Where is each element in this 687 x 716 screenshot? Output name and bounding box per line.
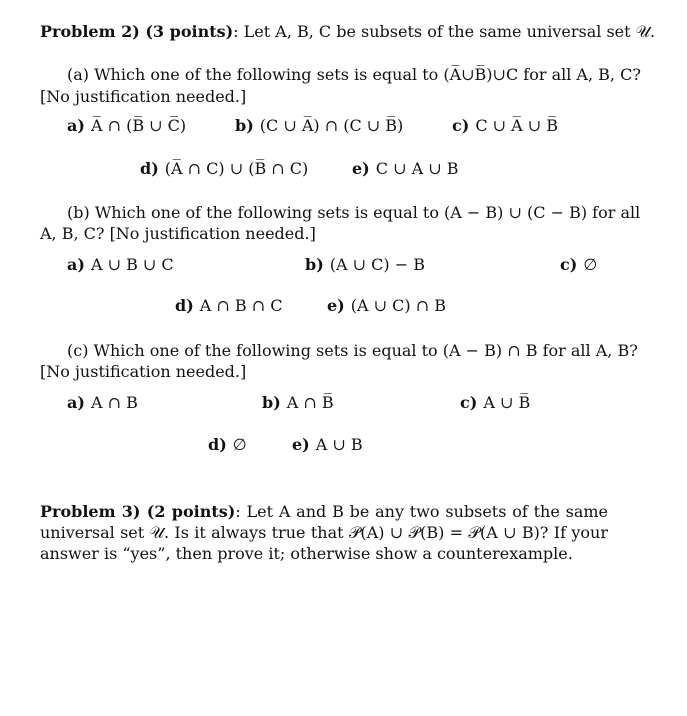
option-label: a) — [67, 255, 85, 274]
option-label: d) — [208, 435, 227, 454]
part-c-option-b — [262, 393, 334, 412]
part-a-option-c — [452, 116, 558, 135]
part-b-option-b — [305, 255, 425, 274]
part-b-option-e — [327, 296, 446, 315]
option-text: A ∪ B̅ — [483, 393, 531, 412]
option-label: b) — [262, 393, 281, 412]
problem2-intro: : Let A, B, C be subsets of the same universal set 𝒰. — [233, 22, 656, 41]
problem3-title: Problem 3) (2 points) — [40, 502, 236, 521]
option-text: ∅ — [232, 435, 247, 454]
option-label: d) — [140, 159, 159, 178]
option-label: e) — [327, 296, 345, 315]
option-label: a) — [67, 116, 85, 135]
part-c-option-d — [208, 435, 247, 454]
problem3-body: : Let A and B be any two subsets of the same universal set 𝒰. Is it always true that 𝒫(A) ∪ 𝒫(B) = 𝒫(A ∪ B)? If your answer is “yes”, then prove it; otherwise show a counterexample. — [40, 502, 608, 563]
part-a-option-d — [140, 159, 308, 178]
part-c-question-line1: (c) Which one of the following sets is equal to (A − B) ∩ B for all A, B? — [67, 341, 638, 360]
option-label: e) — [292, 435, 310, 454]
part-c-option-e — [292, 435, 363, 454]
part-a-option-a — [67, 116, 186, 135]
problem3-paragraph — [40, 501, 608, 564]
option-text: (C ∪ A̅) ∩ (C ∪ B̅) — [259, 116, 404, 135]
option-text: ∅ — [583, 255, 598, 274]
option-label: e) — [352, 159, 370, 178]
part-b-question-line2: A, B, C? [No justification needed.] — [40, 224, 316, 243]
option-text: C ∪ A ∪ B — [375, 159, 459, 178]
problem2-header — [40, 22, 655, 42]
option-text: A ∪ B — [315, 435, 363, 454]
part-b-option-d — [175, 296, 282, 315]
part-a-option-e — [352, 159, 458, 178]
option-text: A ∩ B — [90, 393, 138, 412]
part-c-option-c — [460, 393, 530, 412]
option-label: c) — [452, 116, 470, 135]
part-c-question-line2: [No justification needed.] — [40, 362, 247, 381]
option-label: d) — [175, 296, 194, 315]
part-b-question-line1: (b) Which one of the following sets is equal to (A − B) ∪ (C − B) for all — [67, 203, 641, 222]
part-b-option-a — [67, 255, 174, 274]
option-label: c) — [560, 255, 578, 274]
problem2-title: Problem 2) (3 points) — [40, 22, 234, 41]
part-a-option-b — [235, 116, 403, 135]
option-label: a) — [67, 393, 85, 412]
option-text: A ∩ B ∩ C — [199, 296, 283, 315]
option-label: c) — [460, 393, 478, 412]
option-text: (A ∪ C) ∩ B — [350, 296, 446, 315]
option-text: (A ∪ C) − B — [329, 255, 425, 274]
option-text: A̅ ∩ (B̅ ∪ C̅) — [90, 116, 187, 135]
part-c-option-a — [67, 393, 138, 412]
option-text: (A̅ ∩ C) ∪ (B̅ ∩ C) — [164, 159, 309, 178]
part-a-question-line2: [No justification needed.] — [40, 87, 247, 106]
option-label: b) — [305, 255, 324, 274]
option-label: b) — [235, 116, 254, 135]
part-b-option-c — [560, 255, 597, 274]
option-text: C ∪ A̅ ∪ B̅ — [475, 116, 559, 135]
part-a-question-line1: (a) Which one of the following sets is equal to (A̅∪B̅)∪C for all A, B, C? — [67, 65, 641, 84]
option-text: A ∪ B ∪ C — [90, 255, 174, 274]
option-text: A ∩ B̅ — [286, 393, 334, 412]
